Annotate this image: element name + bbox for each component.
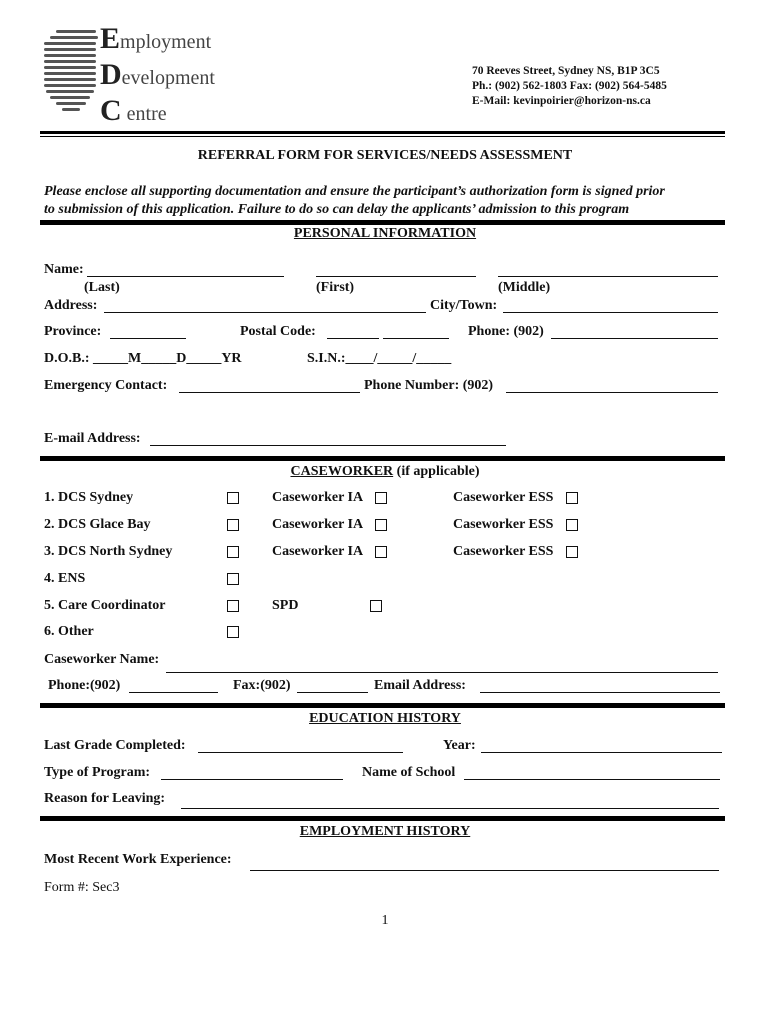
spd-checkbox[interactable]	[370, 600, 382, 612]
dcs-north-sydney-checkbox[interactable]	[227, 546, 239, 558]
logo-line-centre: C entre	[100, 94, 167, 127]
caseworker-name-label: Caseworker Name:	[44, 652, 160, 667]
page-number: 1	[381, 913, 389, 928]
address-field[interactable]	[104, 312, 426, 313]
section-divider	[40, 816, 725, 821]
care-coordinator-checkbox[interactable]	[227, 600, 239, 612]
caseworker-option-care-coordinator: 5. Care Coordinator	[44, 598, 166, 613]
logo-stripes-graphic	[44, 30, 96, 118]
caseworker-ia-label: Caseworker IA	[272, 544, 364, 559]
emergency-phone-field[interactable]	[506, 392, 718, 393]
name-label: Name:	[44, 262, 84, 277]
instructions: Please enclose all supporting documentation and ensure the participant’s authorization form is signed prior to submission of this application. Failure to do so can delay the applicants’ admission to this program	[44, 184, 665, 217]
personal-info-heading: PERSONAL INFORMATION	[293, 226, 477, 241]
caseworker-option-dcs-north-sydney: 3. DCS North Sydney	[44, 544, 173, 559]
caseworker-phone-field[interactable]	[129, 692, 218, 693]
caseworker-heading: CASEWORKER (if applicable)	[290, 464, 480, 479]
form-number: Form #: Sec3	[44, 880, 120, 895]
dcs-sydney-ia-checkbox[interactable]	[375, 492, 387, 504]
employment-heading: EMPLOYMENT HISTORY	[299, 824, 471, 839]
other-checkbox[interactable]	[227, 626, 239, 638]
contact-phone-fax: Ph.: (902) 562-1803 Fax: (902) 564-5485	[472, 80, 667, 92]
caseworker-email-label: Email Address:	[374, 678, 466, 693]
header-divider	[40, 131, 725, 134]
logo-line-development: Development	[100, 58, 215, 91]
emergency-contact-field[interactable]	[179, 392, 360, 393]
last-name-field[interactable]	[87, 276, 284, 277]
section-divider	[40, 220, 725, 225]
dcs-north-sydney-ess-checkbox[interactable]	[566, 546, 578, 558]
province-field[interactable]	[110, 338, 186, 339]
first-name-field[interactable]	[316, 276, 476, 277]
contact-address: 70 Reeves Street, Sydney NS, B1P 3C5	[472, 65, 660, 77]
last-caption: (Last)	[84, 280, 120, 295]
caseworker-option-other: 6. Other	[44, 624, 94, 639]
caseworker-fax-field[interactable]	[297, 692, 368, 693]
year-label: Year:	[443, 738, 476, 753]
sin-field[interactable]: S.I.N.:____/_____/_____	[307, 351, 452, 366]
dcs-glace-bay-ia-checkbox[interactable]	[375, 519, 387, 531]
emergency-contact-label: Emergency Contact:	[44, 378, 168, 393]
city-field[interactable]	[503, 312, 718, 313]
email-field[interactable]	[150, 445, 506, 446]
middle-name-field[interactable]	[498, 276, 718, 277]
type-of-program-field[interactable]	[161, 779, 343, 780]
name-of-school-label: Name of School	[362, 765, 456, 780]
ens-checkbox[interactable]	[227, 573, 239, 585]
logo-line-employment: Employment	[100, 22, 212, 55]
caseworker-ia-label: Caseworker IA	[272, 517, 364, 532]
dcs-north-sydney-ia-checkbox[interactable]	[375, 546, 387, 558]
phone-field[interactable]	[551, 338, 718, 339]
reason-for-leaving-field[interactable]	[181, 808, 719, 809]
section-divider	[40, 456, 725, 461]
last-grade-field[interactable]	[198, 752, 403, 753]
caseworker-ess-label: Caseworker ESS	[453, 517, 554, 532]
phone-label: Phone: (902)	[468, 324, 544, 339]
postal-code-label: Postal Code:	[240, 324, 316, 339]
header-divider-thin	[40, 136, 725, 137]
spd-label: SPD	[272, 598, 299, 613]
caseworker-option-ens: 4. ENS	[44, 571, 86, 586]
contact-block	[472, 64, 667, 109]
postal-code-field-1[interactable]	[327, 338, 379, 339]
city-label: City/Town:	[430, 298, 498, 313]
dcs-sydney-checkbox[interactable]	[227, 492, 239, 504]
caseworker-phone-label: Phone:(902)	[48, 678, 121, 693]
name-of-school-field[interactable]	[464, 779, 720, 780]
caseworker-ia-label: Caseworker IA	[272, 490, 364, 505]
postal-code-field-2[interactable]	[383, 338, 449, 339]
caseworker-ess-label: Caseworker ESS	[453, 544, 554, 559]
email-label: E-mail Address:	[44, 431, 141, 446]
contact-email: E-Mail: kevinpoirier@horizon-ns.ca	[472, 95, 651, 107]
education-heading: EDUCATION HISTORY	[309, 711, 461, 726]
recent-work-field[interactable]	[250, 870, 719, 871]
dcs-glace-bay-checkbox[interactable]	[227, 519, 239, 531]
reason-for-leaving-label: Reason for Leaving:	[44, 791, 166, 806]
address-label: Address:	[44, 298, 98, 313]
first-caption: (First)	[316, 280, 355, 295]
dcs-glace-bay-ess-checkbox[interactable]	[566, 519, 578, 531]
dob-field[interactable]: D.O.B.: _____M_____D_____YR	[44, 351, 242, 366]
caseworker-fax-label: Fax:(902)	[233, 678, 291, 693]
province-label: Province:	[44, 324, 102, 339]
section-divider	[40, 703, 725, 708]
form-title: REFERRAL FORM FOR SERVICES/NEEDS ASSESSMENT	[197, 148, 573, 163]
emergency-phone-label: Phone Number: (902)	[364, 378, 494, 393]
caseworker-option-dcs-glace-bay: 2. DCS Glace Bay	[44, 517, 151, 532]
recent-work-label: Most Recent Work Experience:	[44, 852, 232, 867]
type-of-program-label: Type of Program:	[44, 765, 151, 780]
caseworker-ess-label: Caseworker ESS	[453, 490, 554, 505]
last-grade-label: Last Grade Completed:	[44, 738, 186, 753]
caseworker-name-field[interactable]	[166, 672, 718, 673]
middle-caption: (Middle)	[498, 280, 551, 295]
year-field[interactable]	[481, 752, 722, 753]
caseworker-email-field[interactable]	[480, 692, 720, 693]
dcs-sydney-ess-checkbox[interactable]	[566, 492, 578, 504]
caseworker-option-dcs-sydney: 1. DCS Sydney	[44, 490, 134, 505]
